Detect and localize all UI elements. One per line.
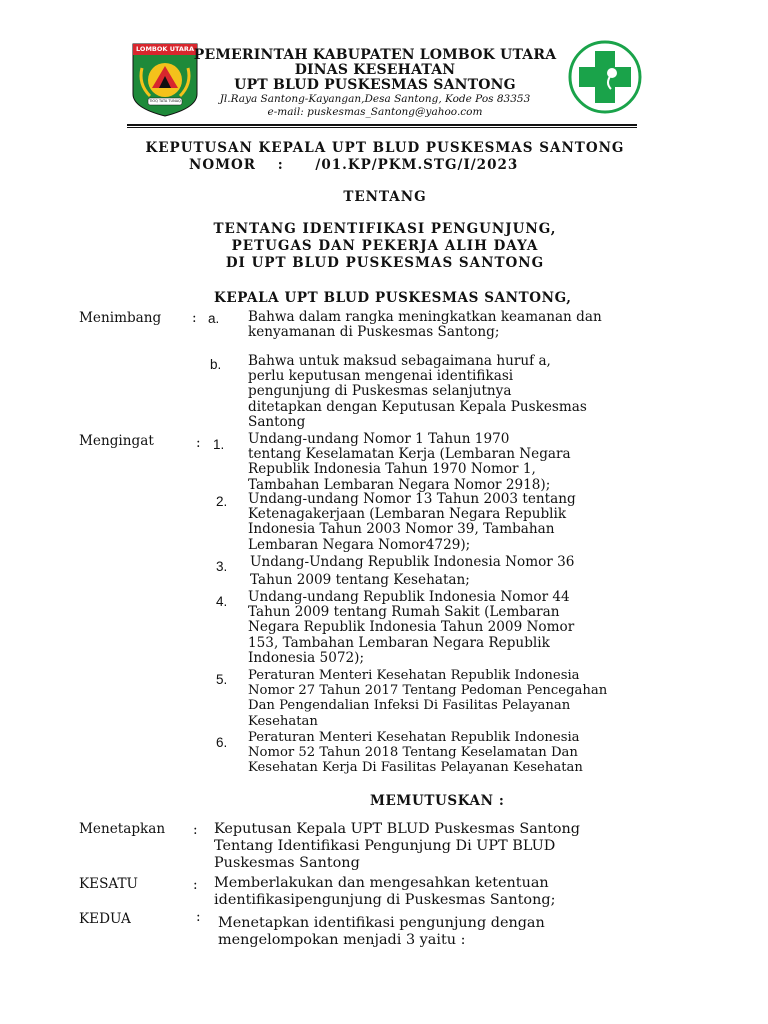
decree-number-value: /01.KP/PKM.STG/I/2023 [315,157,519,173]
menimbang-item-a [248,310,668,340]
kesatu-line: identifikasipengunjung di Puskesmas Santong; [214,892,556,909]
mengingat-item-2 [248,492,668,553]
mengingat-label: Mengingat [79,433,154,449]
letterhead-email: e-mail: puskesmas_Santong@yahoo.com [267,106,483,118]
logo-text: LOMBOK UTARA [136,45,194,53]
menimbang-marker-a: a. [208,311,220,326]
decree-about: TENTANG [343,189,427,205]
letterhead-address: Jl.Raya Santong-Kayangan,Desa Santong, Kode Pos 83353 [219,93,531,105]
menimbang-marker-b: b. [210,357,222,372]
mengingat-2-line: Lembaran Negara Nomor4729); [248,536,471,553]
mengingat-4-line: Indonesia 5072); [248,649,365,666]
kesatu-text [214,875,674,909]
menetapkan-colon: : [193,822,198,838]
menimbang-b-line: pengunjung di Puskesmas selanjutnya [248,383,512,400]
decree-number-label: NOMOR [189,157,257,173]
mengingat-4-line: 153, Tambahan Lembaran Negara Republik [248,634,550,651]
puskesmas-logo [567,39,643,115]
menetapkan-line: Keputusan Kepala UPT BLUD Puskesmas Santong [214,821,580,837]
mengingat-5-line: Peraturan Menteri Kesehatan Republik Indonesia [248,668,580,683]
decree-authority: KEPALA UPT BLUD PUSKESMAS SANTONG, [214,290,572,306]
decree-number-sep: : [277,157,284,173]
decree-subject-line1: TENTANG IDENTIFIKASI PENGUNJUNG, [213,221,557,237]
menetapkan-label: Menetapkan [79,821,166,837]
mengingat-5-line: Nomor 27 Tahun 2017 Tentang Pedoman Pencegahan [248,683,608,699]
menetapkan-text [214,821,674,873]
menimbang-a-line: kenyamanan di Puskesmas Santong; [248,324,500,341]
menimbang-label: Menimbang [79,310,162,326]
mengingat-3-line: Undang-Undang Republik Indonesia Nomor 36 [250,554,575,570]
decree-number [189,157,589,173]
decree-subject-line3: DI UPT BLUD PUSKESMAS SANTONG [225,255,545,271]
mengingat-item-3 [250,555,668,588]
memutuskan-heading: MEMUTUSKAN : [370,793,505,809]
mengingat-6-line: Peraturan Menteri Kesehatan Republik Indonesia [248,730,580,745]
mengingat-item-1 [248,432,668,493]
mengingat-item-5 [248,668,670,729]
kedua-line: Menetapkan identifikasi pengunjung dengan [218,915,545,931]
menimbang-colon: : [192,310,197,326]
mengingat-item-4 [248,590,668,666]
menetapkan-line: Tentang Identifikasi Pengunjung Di UPT BLUD [214,838,556,855]
mengingat-6-line: Nomor 52 Tahun 2018 Tentang Keselamatan Dan [248,745,578,761]
menimbang-b-line: perlu keputusan mengenai identifikasi [248,368,514,385]
mengingat-marker-2: 2. [216,494,228,509]
mengingat-2-line: Undang-undang Nomor 13 Tahun 2003 tentang [248,491,576,507]
menimbang-b-line: Bahwa untuk maksud sebagaimana huruf a, [248,353,551,369]
letterhead-line1: PEMERINTAH KABUPATEN LOMBOK UTARA [193,47,557,63]
mengingat-marker-4: 4. [216,594,228,609]
menimbang-b-line: ditetapkan dengan Keputusan Kepala Puskesmas [248,398,587,415]
mengingat-4-line: Undang-undang Republik Indonesia Nomor 44 [248,589,570,605]
kesatu-label: KESATU [79,876,138,892]
mengingat-1-line: Tambahan Lembaran Negara Nomor 2918); [248,476,551,493]
mengingat-colon: : [196,435,201,451]
letterhead-line3: UPT BLUD PUSKESMAS SANTONG [234,77,516,93]
menimbang-item-b [248,354,668,430]
letterhead-rule-thin [127,127,637,128]
mengingat-2-line: Indonesia Tahun 2003 Nomor 39, Tambahan [248,521,555,538]
menetapkan-line: Puskesmas Santong [214,855,360,872]
menimbang-a-line: Bahwa dalam rangka meningkatkan keamanan dan [248,309,602,325]
menimbang-b-line: Santong [248,413,306,430]
mengingat-item-6 [248,730,670,776]
logo-motto: TIOQ TATA TUNAQ [149,99,181,103]
mengingat-3-line: Tahun 2009 tentang Kesehatan; [250,572,470,589]
mengingat-6-line: Kesehatan Kerja Di Fasilitas Pelayanan Kesehatan [248,760,583,776]
mengingat-1-line: Republik Indonesia Tahun 1970 Nomor 1, [248,461,536,478]
kesatu-line: Memberlakukan dan mengesahkan ketentuan [214,875,549,891]
decree-title: KEPUTUSAN KEPALA UPT BLUD PUSKESMAS SANTONG [145,140,625,156]
mengingat-5-line: Kesehatan [248,713,318,729]
mengingat-marker-5: 5. [216,672,228,687]
mengingat-marker-3: 3. [216,559,228,574]
kedua-line: mengelompokan menjadi 3 yaitu : [218,932,466,949]
mengingat-2-line: Ketenagakerjaan (Lembaran Negara Republik [248,506,567,523]
kesatu-colon: : [193,877,198,893]
mengingat-4-line: Tahun 2009 tentang Rumah Sakit (Lembaran [248,604,560,621]
kedua-text [218,915,678,949]
mengingat-1-line: Undang-undang Nomor 1 Tahun 1970 [248,431,510,447]
mengingat-marker-1: 1. [213,437,225,452]
mengingat-marker-6: 6. [216,735,228,750]
decree-subject-line2: PETUGAS DAN PEKERJA ALIH DAYA [231,238,539,254]
mengingat-4-line: Negara Republik Indonesia Tahun 2009 Nomor [248,619,575,636]
letterhead-rule-thick [127,124,637,126]
kedua-label: KEDUA [79,911,131,927]
kedua-colon: : [196,909,201,925]
mengingat-1-line: tentang Keselamatan Kerja (Lembaran Negara [248,446,571,463]
letterhead-line2: DINAS KESEHATAN [294,62,456,78]
mengingat-5-line: Dan Pengendalian Infeksi Di Fasilitas Pelayanan [248,698,571,714]
